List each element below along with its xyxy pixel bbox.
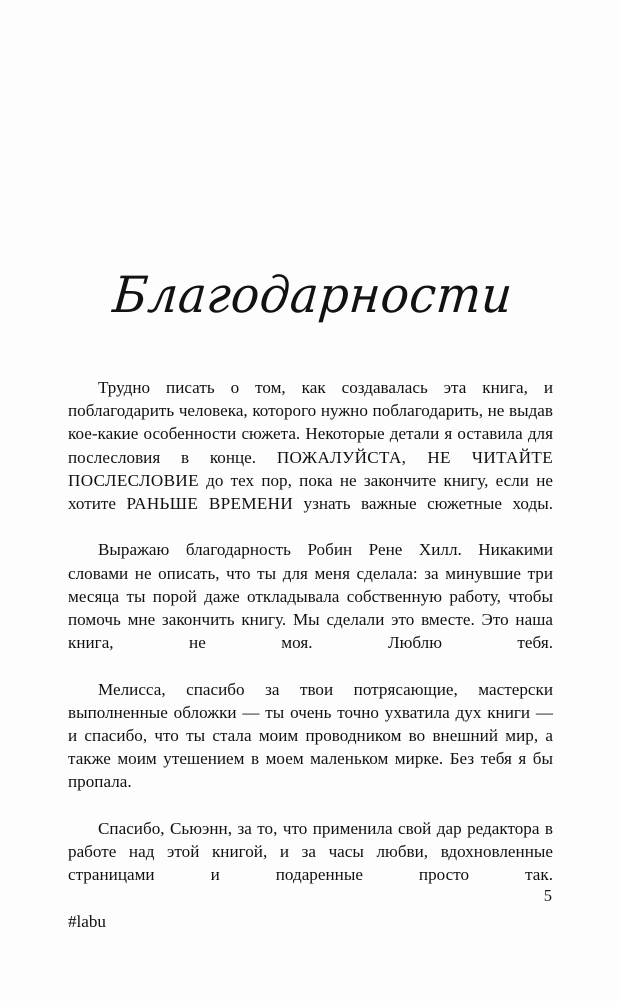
text-run-normal: Выражаю благодарность Робин Рене Хилл. Никакими словами не описать, что ты для меня сделала: за минувшие три месяца ты порой даже откладывала собственную работу, чтобы помочь мне закончить книгу. Мы сделали это вместе. Это наша книга, не моя. Люблю тебя. bbox=[68, 540, 553, 653]
paragraph-2 bbox=[68, 538, 553, 677]
text-run-normal: до тех пор, пока не закончите книгу, если не хотите bbox=[68, 470, 553, 514]
text-run-normal: Мелисса, спасибо за твои потрясающие, мастерски выполненные обложки — ты очень точно ухватила дух книги — и спасибо, что ты стала моим проводником во внешний мир, а также моим утешением в моем маленьком мирке. Без тебя я бы пропала. bbox=[68, 679, 553, 792]
text-run-normal: узнать важные сюжетные ходы. bbox=[293, 494, 554, 514]
paragraph-3 bbox=[68, 678, 553, 817]
text-run-normal: Трудно писать о том, как создавалась эта книга, и поблагодарить человека, которого нужно поблагодарить, не выдав кое-какие особенности сюжета. Некоторые детали я оставила для послесловия в конце. bbox=[68, 378, 553, 467]
page-number: 5 bbox=[543, 886, 552, 905]
paragraph-1 bbox=[68, 376, 553, 538]
chapter-title: Благодарности bbox=[110, 265, 516, 325]
text-run-normal: Спасибо, Сьюэнн, за то, что применила свой дар редактора в работе над этой книгой, и за часы любви, вдохновленные страницами и подаренные просто так. bbox=[68, 818, 553, 885]
text-run-caps: ПОЖАЛУЙСТА, НЕ ЧИТАЙТЕ ПОСЛЕСЛОВИЕ bbox=[68, 447, 553, 490]
signoff-hashtag: #labu bbox=[68, 911, 106, 931]
text-run-caps: РАНЬШЕ ВРЕМЕНИ bbox=[126, 494, 294, 514]
body-text-block bbox=[68, 376, 553, 933]
chapter-title-block bbox=[0, 252, 620, 338]
